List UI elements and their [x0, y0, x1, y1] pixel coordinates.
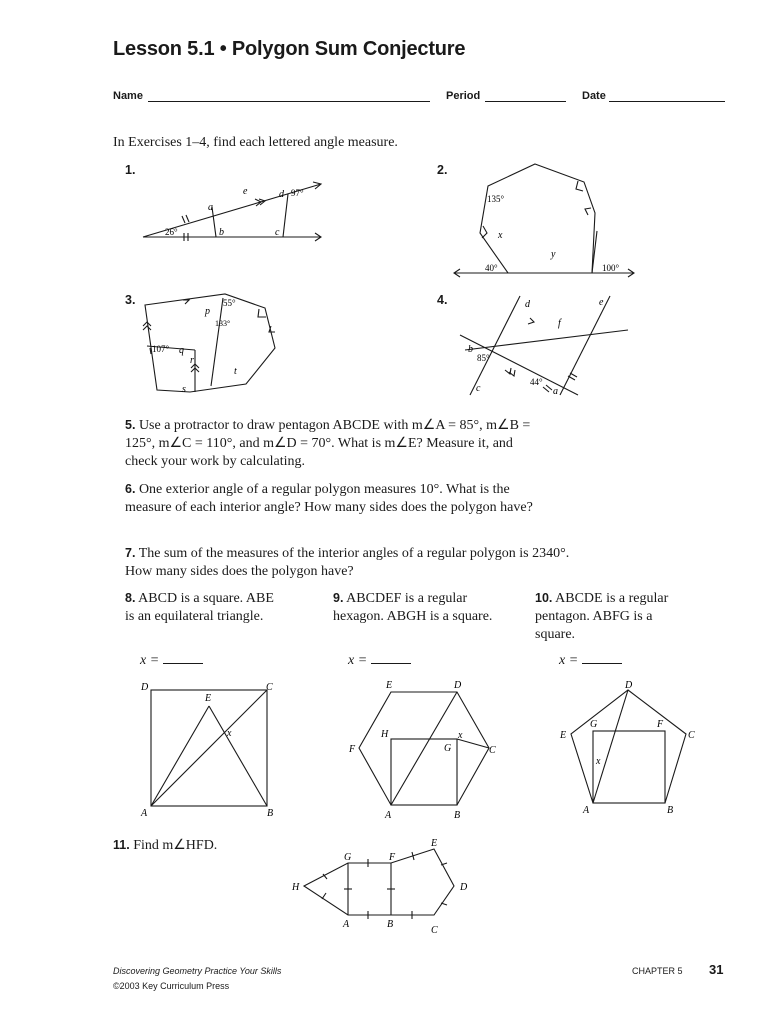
exercise-10-figure: [555, 678, 705, 823]
question-5-number: 5.: [125, 418, 136, 432]
ex11-label-F: F: [389, 852, 396, 863]
ex1-label-d: d: [279, 189, 284, 200]
ex11-label-E: E: [431, 838, 438, 849]
question-10-number: 10.: [535, 591, 553, 605]
page-number: 31: [709, 962, 724, 977]
question-6: [125, 480, 535, 517]
question-9-number: 9.: [333, 591, 344, 605]
question-11: [113, 836, 217, 855]
ex9-label-A: A: [385, 810, 392, 821]
question-9-answer-blank[interactable]: [371, 652, 411, 664]
ex10-label-x: x: [596, 756, 601, 767]
question-9-answer-label: x =: [348, 653, 368, 668]
question-5-text: Use a protractor to draw pentagon ABCDE with m∠A = 85°, m∠B = 125°, m∠C = 110°, and m∠D = 70°. What is m∠E? Measure it, and check your work by calculating.: [125, 418, 531, 469]
question-10: [535, 589, 695, 644]
exercise-1-figure: [135, 175, 335, 250]
ex8-label-A: A: [141, 808, 148, 819]
name-field[interactable]: [148, 90, 430, 102]
ex11-label-H: H: [292, 882, 300, 893]
ex8-label-D: D: [141, 682, 149, 693]
question-9-answer[interactable]: [348, 651, 411, 669]
ex9-label-B: B: [454, 810, 461, 821]
question-5: [125, 416, 535, 471]
footer-chapter: CHAPTER 5: [632, 966, 683, 976]
question-8-answer[interactable]: [140, 651, 203, 669]
question-10-answer-blank[interactable]: [582, 652, 622, 664]
ex3-angle-55: 55°: [223, 298, 236, 308]
question-8: [125, 589, 280, 626]
exercise-4-number: 4.: [437, 293, 448, 307]
ex9-label-F: F: [349, 744, 356, 755]
ex3-label-p: p: [205, 306, 210, 317]
question-6-number: 6.: [125, 482, 136, 496]
ex9-label-E: E: [386, 680, 393, 691]
footer-book-title: Discovering Geometry Practice Your Skills: [113, 966, 282, 976]
ex8-label-B: B: [267, 808, 274, 819]
ex10-label-C: C: [688, 730, 695, 741]
exercise-1-number: 1.: [125, 163, 136, 177]
question-9-text: ABCDEF is a regular hexagon. ABGH is a square.: [333, 591, 493, 624]
date-label: Date: [582, 90, 606, 102]
ex1-label-a: a: [208, 202, 213, 213]
ex2-angle-135: 135°: [487, 194, 505, 204]
exercise-8-figure: [135, 678, 285, 823]
ex3-label-q: q: [179, 345, 184, 356]
question-8-text: ABCD is a square. ABE is an equilateral triangle.: [125, 591, 274, 624]
ex4-label-d: d: [525, 299, 530, 310]
question-7-text: The sum of the measures of the interior angles of a regular polygon is 2340°. How many sides does the polygon have?: [125, 546, 570, 579]
ex1-label-c: c: [275, 227, 280, 238]
ex3-angle-133: 133°: [215, 319, 231, 328]
ex4-label-a: a: [553, 386, 558, 397]
ex10-label-D: D: [625, 680, 633, 691]
ex1-label-e: e: [243, 186, 248, 197]
ex1-angle-97: 97°: [291, 188, 304, 198]
date-field[interactable]: [609, 90, 725, 102]
ex1-label-b: b: [219, 227, 224, 238]
ex2-angle-40: 40°: [485, 263, 498, 273]
ex9-label-C: C: [489, 745, 496, 756]
instructions: In Exercises 1–4, find each lettered angle measure.: [113, 135, 398, 150]
ex2-angle-100: 100°: [602, 263, 620, 273]
question-8-answer-label: x =: [140, 653, 160, 668]
ex4-label-e: e: [599, 297, 604, 308]
ex3-label-t: t: [234, 366, 237, 377]
ex4-label-b: b: [468, 344, 473, 355]
question-7-number: 7.: [125, 546, 136, 560]
exercise-2-number: 2.: [437, 163, 448, 177]
ex3-angle-107: 107°: [152, 344, 170, 354]
ex10-label-E: E: [560, 730, 567, 741]
exercise-11-figure: [288, 835, 478, 935]
ex4-label-c: c: [476, 383, 481, 394]
page-title: Lesson 5.1 • Polygon Sum Conjecture: [113, 38, 466, 60]
ex11-label-C: C: [431, 925, 438, 935]
ex9-label-G: G: [444, 743, 452, 754]
ex11-label-A: A: [343, 919, 350, 930]
ex4-angle-85: 85°: [477, 353, 490, 363]
exercise-3-number: 3.: [125, 293, 136, 307]
question-7: [125, 544, 585, 581]
exercise-9-figure: [343, 678, 503, 823]
ex10-label-B: B: [667, 805, 674, 816]
question-11-text: Find m∠HFD.: [133, 838, 218, 853]
ex10-label-F: F: [657, 719, 664, 730]
question-8-answer-blank[interactable]: [163, 652, 203, 664]
ex4-angle-44: 44°: [530, 377, 543, 387]
name-label: Name: [113, 90, 143, 102]
ex4-label-f: f: [558, 318, 561, 329]
ex10-label-A: A: [583, 805, 590, 816]
question-6-text: One exterior angle of a regular polygon measures 10°. What is the measure of each interior angle? How many sides does the polygon have?: [125, 482, 533, 515]
footer-copyright: ©2003 Key Curriculum Press: [113, 981, 230, 991]
question-11-number: 11.: [113, 838, 130, 852]
exercise-2-figure: [450, 158, 640, 278]
period-label: Period: [446, 90, 481, 102]
ex11-label-B: B: [387, 919, 394, 930]
ex3-label-s: s: [182, 384, 186, 395]
question-10-answer[interactable]: [559, 651, 622, 669]
ex9-label-D: D: [454, 680, 462, 691]
ex11-label-D: D: [460, 882, 468, 893]
period-field[interactable]: [485, 90, 566, 102]
ex3-label-r: r: [190, 355, 194, 366]
ex9-label-H: H: [381, 729, 389, 740]
ex11-label-G: G: [344, 852, 352, 863]
question-8-number: 8.: [125, 591, 136, 605]
exercise-3-figure: [135, 288, 285, 400]
ex2-label-y: y: [551, 249, 556, 260]
ex8-label-C: C: [266, 682, 273, 693]
ex8-label-x: x: [227, 728, 232, 739]
question-10-text: ABCDE is a regular pentagon. ABFG is a square.: [535, 591, 669, 642]
ex9-label-x: x: [458, 730, 463, 741]
ex10-label-G: G: [590, 719, 598, 730]
ex1-angle-26: 26°: [165, 227, 178, 237]
question-9: [333, 589, 493, 626]
question-10-answer-label: x =: [559, 653, 579, 668]
ex8-label-E: E: [205, 693, 212, 704]
exercise-4-figure: [450, 290, 635, 400]
ex2-label-x: x: [498, 230, 503, 241]
